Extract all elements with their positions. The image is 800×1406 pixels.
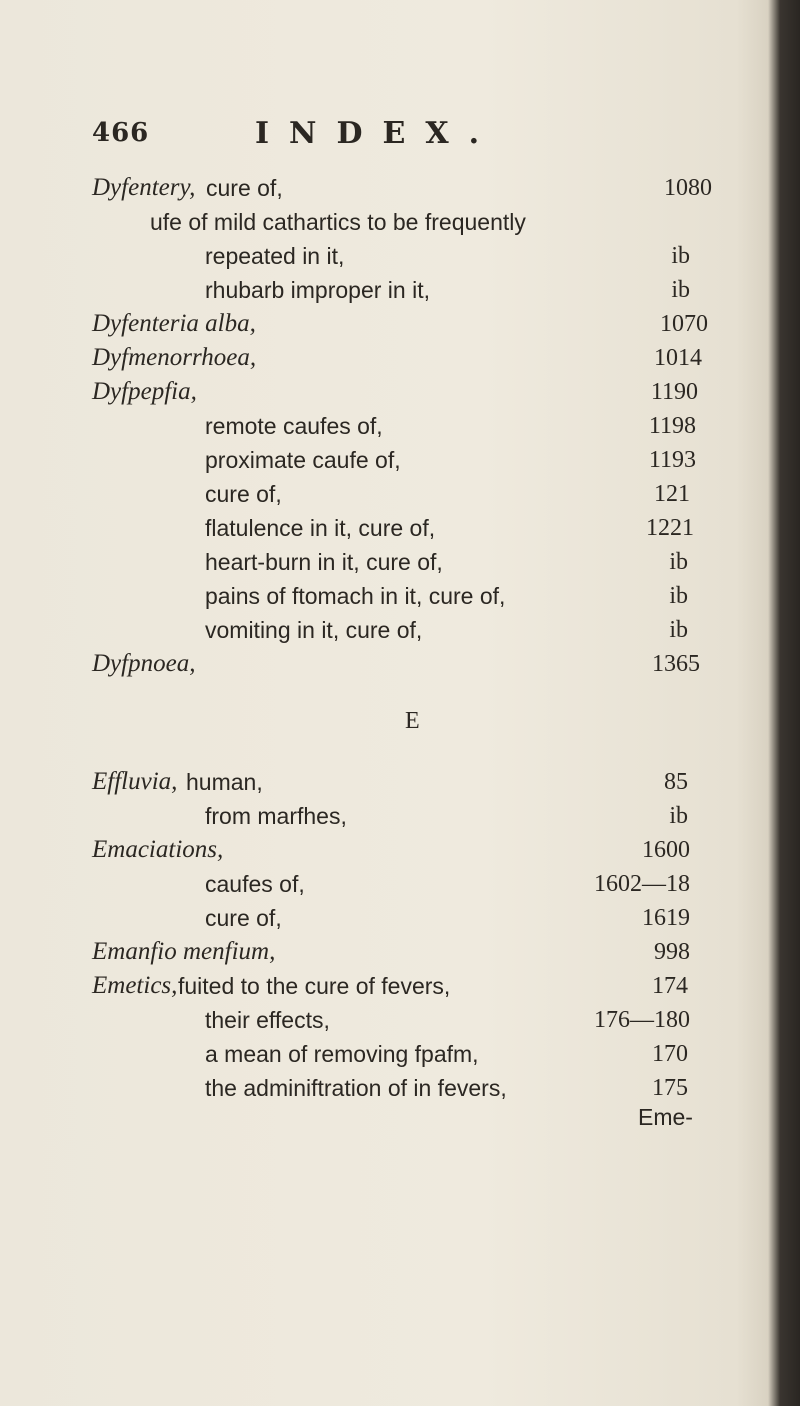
entry-page: 1221 (646, 515, 694, 541)
index-entry (0, 612, 760, 648)
entry-page: 1619 (642, 905, 690, 931)
index-entry (0, 170, 760, 206)
entry-text: pains of ftomach in it, cure of, (205, 583, 506, 609)
entry-text: heart-burn in it, cure of, (205, 549, 443, 575)
entry-text: human, (186, 769, 263, 795)
index-entry (0, 374, 760, 410)
entry-text: caufes of, (205, 871, 305, 897)
index-entry (0, 238, 760, 274)
catchword: Eme- (638, 1104, 693, 1130)
index-entry (0, 764, 760, 800)
entry-page: 1193 (648, 447, 696, 473)
entry-page: 1600 (642, 837, 690, 863)
entry-text: rhubarb improper in it, (205, 277, 430, 303)
entry-text: cure of, (206, 175, 283, 201)
index-entry (0, 646, 760, 682)
entry-page: 85 (664, 769, 688, 795)
entry-text: ufe of mild cathartics to be frequently (150, 209, 526, 235)
index-entry (0, 306, 760, 342)
entry-page: 175 (652, 1075, 688, 1101)
entry-text: fuited to the cure of fevers, (178, 973, 451, 999)
entry-page: 170 (652, 1041, 688, 1067)
entry-page: ib (671, 277, 690, 303)
entry-page: 1198 (648, 413, 696, 439)
section-letter: E (405, 708, 420, 734)
entry-page: 174 (652, 973, 688, 999)
running-head: INDEX. (255, 116, 500, 151)
entry-text: proximate caufe of, (205, 447, 401, 473)
entry-page: ib (669, 549, 688, 575)
index-entry (0, 934, 760, 970)
entry-term: Effluvia, (92, 768, 178, 795)
index-entry (0, 442, 760, 478)
entry-page: 1080 (664, 175, 712, 201)
index-entry (0, 1002, 760, 1038)
entry-text: a mean of removing fpafm, (205, 1041, 479, 1067)
entry-page: 121 (654, 481, 690, 507)
entry-term: Dyfentery, (92, 174, 196, 201)
index-entry (0, 340, 760, 376)
entry-term: Dyfpepfia, (92, 378, 197, 405)
index-entry (0, 968, 760, 1004)
entry-page: 1602—18 (594, 871, 690, 897)
index-entry (0, 798, 760, 834)
entry-text: vomiting in it, cure of, (205, 617, 423, 643)
entry-text: from marfhes, (205, 803, 347, 829)
entry-page: 176—180 (594, 1007, 690, 1033)
index-entry (0, 866, 760, 902)
entry-term: Emetics, (92, 972, 178, 999)
index-entry (0, 476, 760, 512)
entry-term: Dyfmenorrhoea, (92, 344, 257, 371)
entry-text: remote caufes of, (205, 413, 383, 439)
entry-page: 1190 (650, 379, 698, 405)
index-entry (0, 832, 760, 868)
entry-text: cure of, (205, 481, 282, 507)
entry-page: ib (669, 617, 688, 643)
index-entry (0, 544, 760, 580)
index-entry (0, 272, 760, 308)
entry-text: the adminiftration of in fevers, (205, 1075, 507, 1101)
entry-text: flatulence in it, cure of, (205, 515, 436, 541)
entry-term: Dyfpnoea, (92, 650, 196, 677)
entry-page: ib (671, 243, 690, 269)
entry-page: 998 (654, 939, 690, 965)
entry-page: ib (669, 803, 688, 829)
entry-page: 1014 (654, 345, 702, 371)
index-entry (0, 408, 760, 444)
entry-text: cure of, (205, 905, 282, 931)
page-number: 466 (92, 118, 150, 148)
index-entry (0, 510, 760, 546)
index-entry (0, 900, 760, 936)
entry-page: 1365 (652, 651, 700, 677)
index-entry (0, 204, 760, 240)
index-entry (0, 578, 760, 614)
index-entry (0, 1070, 760, 1106)
entry-page: ib (669, 583, 688, 609)
entry-term: Emanfio menfium, (92, 938, 276, 965)
entry-term: Emaciations, (92, 836, 224, 863)
entry-text: repeated in it, (205, 243, 345, 269)
entry-text: their effects, (205, 1007, 330, 1033)
entry-page: 1070 (660, 311, 708, 337)
index-entry (0, 1036, 760, 1072)
entry-term: Dyfenteria alba, (92, 310, 256, 337)
